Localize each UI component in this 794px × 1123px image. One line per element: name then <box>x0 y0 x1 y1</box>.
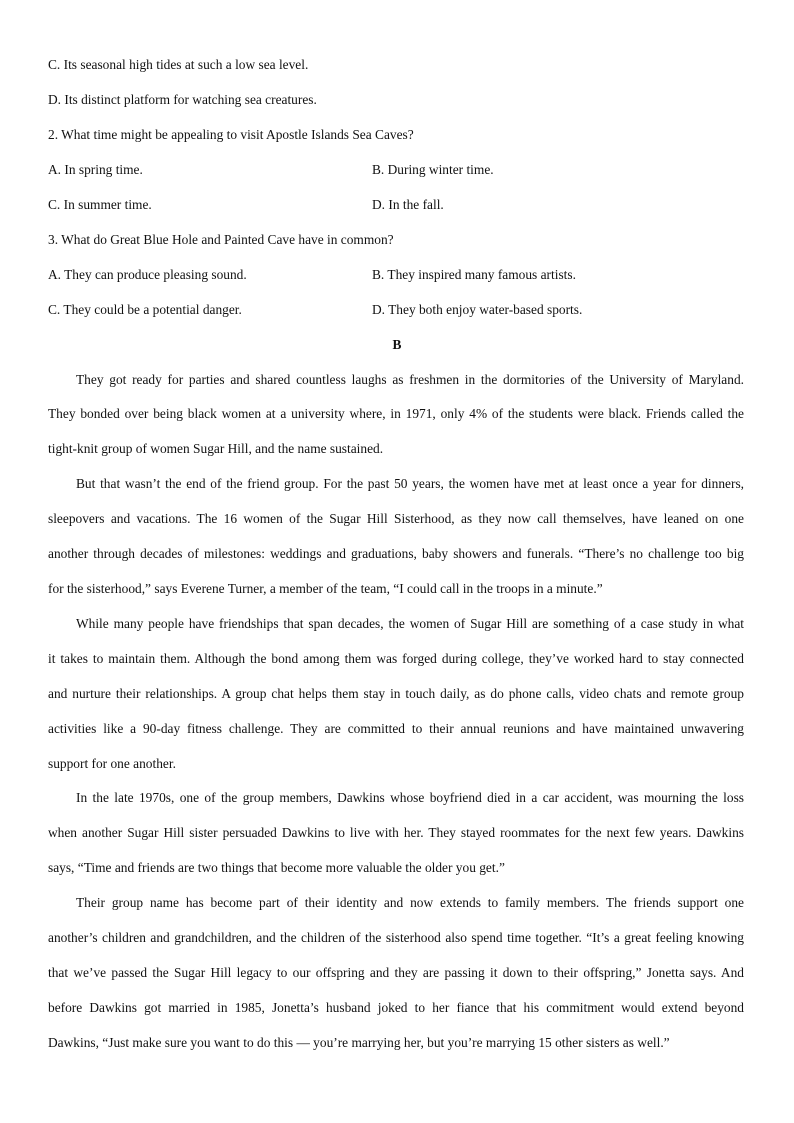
q3-option-b: B. They inspired many famous artists. <box>372 267 576 282</box>
q2-option-a: A. In spring time. <box>48 162 143 177</box>
passage-line: In the late 1970s, one of the group members, Dawkins whose boyfriend died in a car accident, was mourning the loss <box>76 790 744 805</box>
passage-line: another’s children and grandchildren, and the children of the sisterhood also spend time together. “It’s a great feeling knowing <box>48 930 744 945</box>
passage-line: Dawkins, “Just make sure you want to do this — you’re marrying her, but you’re marrying 15 other sisters as well.” <box>48 1035 670 1050</box>
passage-line: another through decades of milestones: weddings and graduations, baby showers and funerals. “There’s no challenge too big <box>48 546 744 561</box>
passage-line: They got ready for parties and shared countless laughs as freshmen in the dormitories of the University of Maryland. <box>76 372 744 387</box>
passage-line: for the sisterhood,” says Everene Turner, a member of the team, “I could call in the troops in a minute.” <box>48 581 603 596</box>
passage-line: that we’ve passed the Sugar Hill legacy to our offspring and they are passing it down to their offspring,” Jonetta says. And <box>48 965 744 980</box>
passage-line: sleepovers and vacations. The 16 women of the Sugar Hill Sisterhood, as they now call themselves, have leaned on one <box>48 511 744 526</box>
passage-line: when another Sugar Hill sister persuaded Dawkins to live with her. They stayed roommates for the next few years. Dawkins <box>48 825 744 840</box>
q2-option-c: C. In summer time. <box>48 197 152 212</box>
q2-option-b: B. During winter time. <box>372 162 494 177</box>
passage-line: They bonded over being black women at a university where, in 1971, only 4% of the students were black. Friends called the <box>48 406 744 421</box>
passage-line: it takes to maintain them. Although the bond among them was forged during college, they’ve worked hard to stay connected <box>48 651 744 666</box>
passage-line: says, “Time and friends are two things that become more valuable the older you get.” <box>48 860 505 875</box>
passage-line: But that wasn’t the end of the friend group. For the past 50 years, the women have met at least once a year for dinners, <box>76 476 744 491</box>
q2-option-d: D. In the fall. <box>372 197 444 212</box>
passage-line: While many people have friendships that span decades, the women of Sugar Hill are something of a case study in what <box>76 616 744 631</box>
q1-option-c: C. Its seasonal high tides at such a low sea level. <box>48 57 309 72</box>
q3-question: 3. What do Great Blue Hole and Painted Cave have in common? <box>48 232 394 247</box>
q3-option-d: D. They both enjoy water-based sports. <box>372 302 583 317</box>
section-title: B <box>392 337 402 352</box>
passage-line: support for one another. <box>48 756 176 771</box>
q3-option-a: A. They can produce pleasing sound. <box>48 267 247 282</box>
q3-option-c: C. They could be a potential danger. <box>48 302 242 317</box>
passage-line: before Dawkins got married in 1985, Jonetta’s husband joked to her fiance that his commitment would extend beyond <box>48 1000 744 1015</box>
q1-option-d: D. Its distinct platform for watching sea creatures. <box>48 92 317 107</box>
passage-line: activities like a 90-day fitness challenge. They are committed to their annual reunions and have maintained unwavering <box>48 721 744 736</box>
passage-line: tight-knit group of women Sugar Hill, and the name sustained. <box>48 441 384 456</box>
passage-line: Their group name has become part of their identity and now extends to family members. The friends support one <box>76 895 744 910</box>
passage-line: and nurture their relationships. A group chat helps them stay in touch daily, as do phone calls, video chats and remote group <box>48 686 744 701</box>
q2-question: 2. What time might be appealing to visit Apostle Islands Sea Caves? <box>48 127 414 142</box>
